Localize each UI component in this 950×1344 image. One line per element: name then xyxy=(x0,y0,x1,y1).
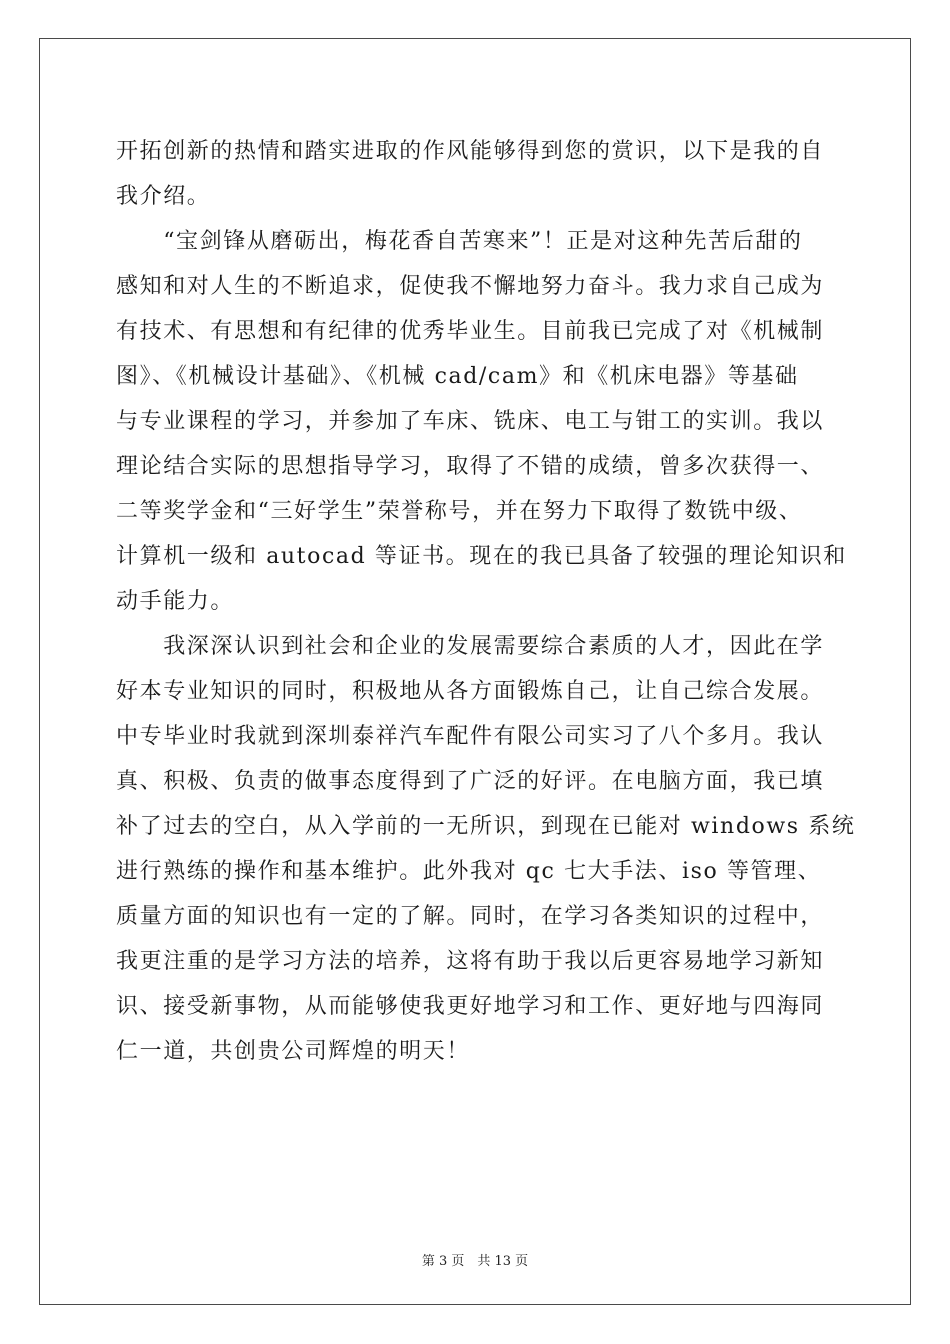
text-line: 仁一道，共创贵公司辉煌的明天！ xyxy=(116,1039,471,1064)
text-line: 识、接受新事物，从而能够使我更好地学习和工作、更好地与四海同 xyxy=(116,994,825,1019)
document-body xyxy=(116,129,856,1074)
text-line: 我深深认识到社会和企业的发展需要综合素质的人才，因此在学 xyxy=(116,634,825,659)
text-line: 理论结合实际的思想指导学习，取得了不错的成绩，曾多次获得一、 xyxy=(116,454,825,479)
text-line: 中专毕业时我就到深圳泰祥汽车配件有限公司实习了八个多月。我认 xyxy=(116,724,825,749)
text-line: 动手能力。 xyxy=(116,589,235,614)
page-footer xyxy=(0,1250,950,1269)
text-line: 好本专业知识的同时，积极地从各方面锻炼自己，让自己综合发展。 xyxy=(116,679,825,704)
text-line: 真、积极、负责的做事态度得到了广泛的好评。在电脑方面，我已填 xyxy=(116,769,825,794)
text-line: 与专业课程的学习，并参加了车床、铣床、电工与钳工的实训。我以 xyxy=(116,409,825,434)
text-line: “宝剑锋从磨砺出，梅花香自苦寒来”！正是对这种先苦后甜的 xyxy=(116,229,803,254)
text-line: 质量方面的知识也有一定的了解。同时，在学习各类知识的过程中， xyxy=(116,904,825,929)
text-line: 进行熟练的操作和基本维护。此外我对 qc 七大手法、iso 等管理、 xyxy=(116,859,822,884)
text-line: 有技术、有思想和有纪律的优秀毕业生。目前我已完成了对《机械制 xyxy=(116,319,825,344)
text-line: 二等奖学金和“三好学生”荣誉称号，并在努力下取得了数铣中级、 xyxy=(116,499,803,524)
page-number-label: 第 3 页 共 13 页 xyxy=(421,1254,529,1269)
text-line: 我更注重的是学习方法的培养，这将有助于我以后更容易地学习新知 xyxy=(116,949,825,974)
text-line: 补了过去的空白，从入学前的一无所识，到现在已能对 windows 系统 xyxy=(116,814,856,839)
text-line: 开拓创新的热情和踏实进取的作风能够得到您的赏识，以下是我的自 xyxy=(116,139,825,164)
text-line: 我介绍。 xyxy=(116,184,211,209)
text-line: 感知和对人生的不断追求，促使我不懈地努力奋斗。我力求自己成为 xyxy=(116,274,825,299)
text-line: 图》、《机械设计基础》、《机械 cad/cam》和《机床电器》等基础 xyxy=(116,364,799,389)
text-line: 计算机一级和 autocad 等证书。现在的我已具备了较强的理论知识和 xyxy=(116,544,847,569)
